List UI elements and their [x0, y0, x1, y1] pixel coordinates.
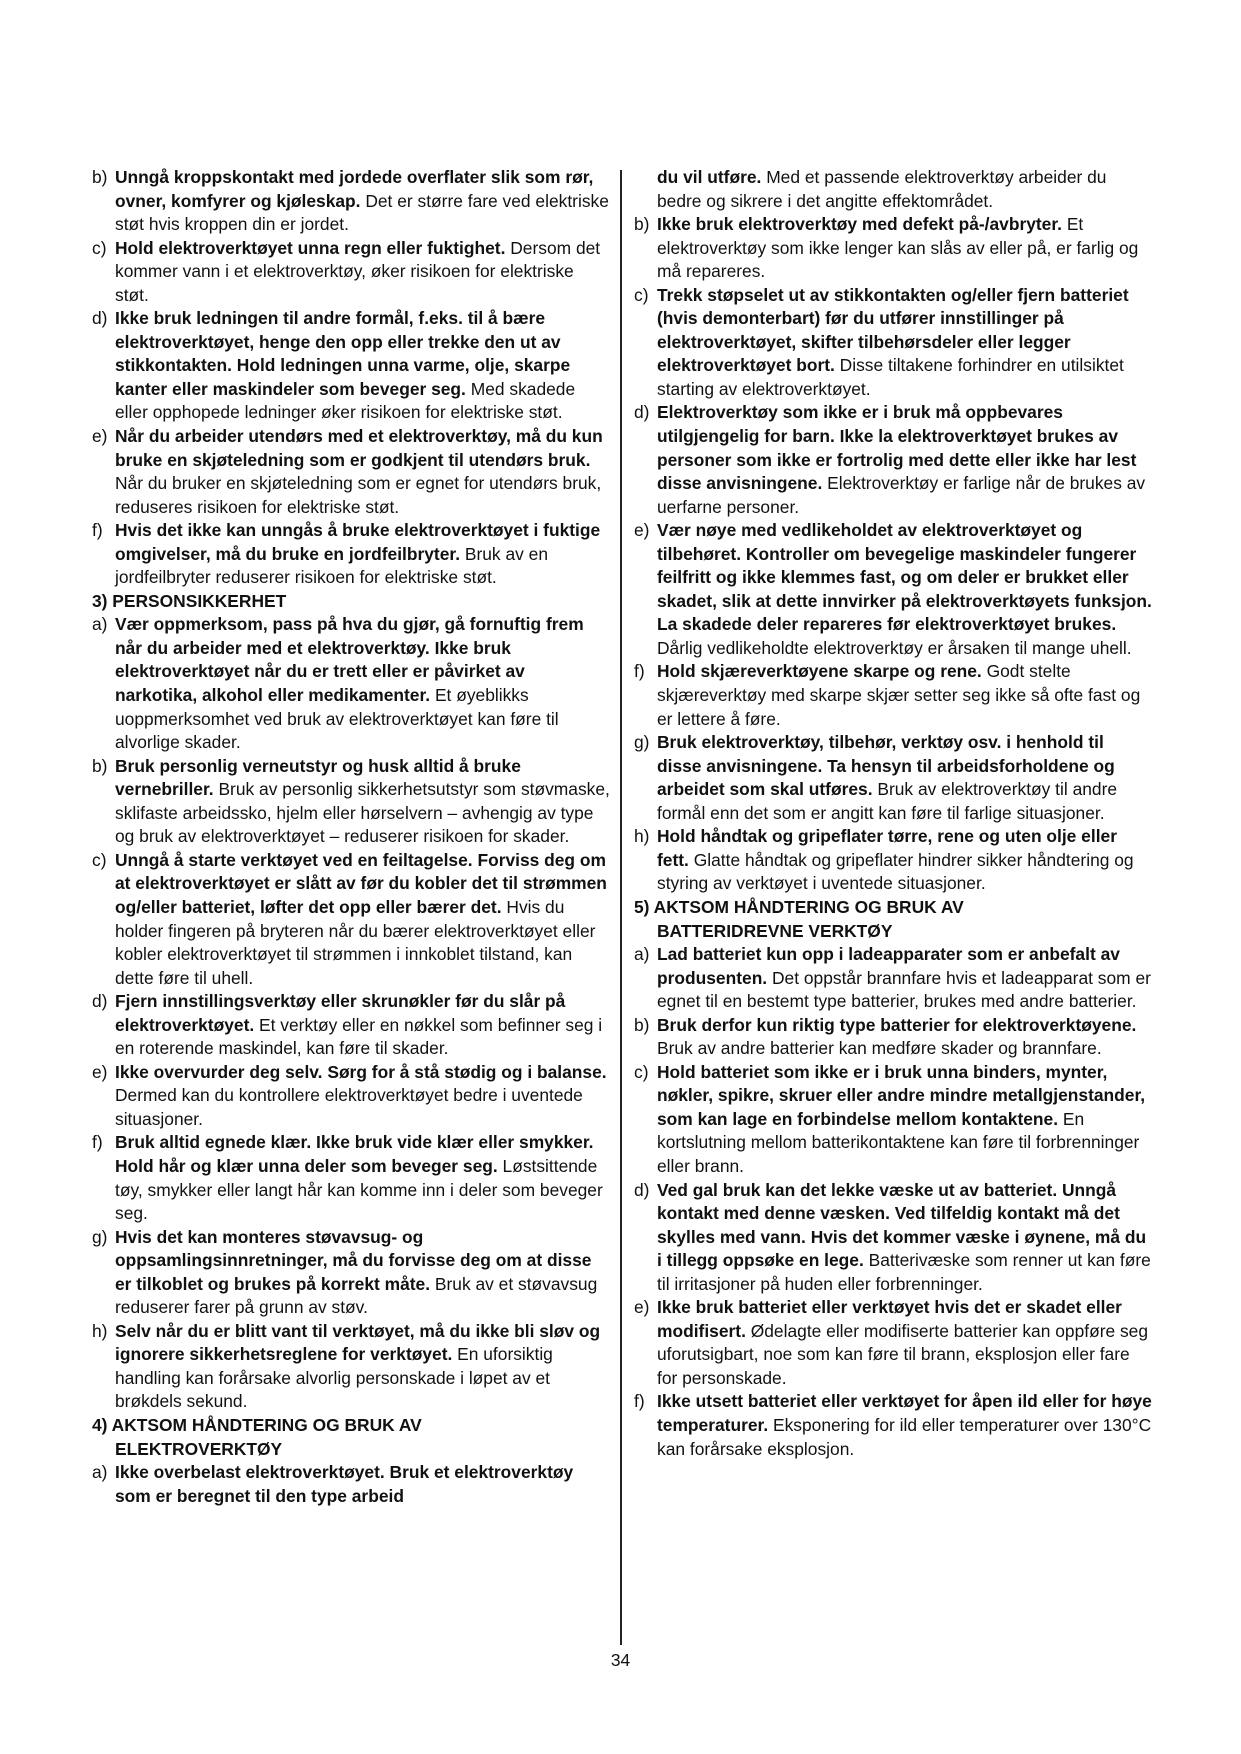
list-item: e) Ikke bruk batteriet eller verktøyet hvis det er skadet eller modifisert. Ødelagte eller modifiserte batterier kan oppføre seg uforutsigbart, noe som kan føre til brann, eksplosjon eller fare for personskade.: [634, 1297, 1149, 1388]
page-number: 34: [610, 1650, 631, 1670]
list-item: e) Når du arbeider utendørs med et elektroverktøy, må du kun bruke en skjøteledning som er godkjent til utendørs bruk. Når du bruker en skjøteledning som er egnet for utendørs bruk, reduseres risikoen for elektriske støt.: [92, 426, 603, 517]
list-item: g) Bruk elektroverktøy, tilbehør, verktøy osv. i henhold til disse anvisningene. Ta hensyn til arbeidsforholdene og arbeidet som skal utføres. Bruk av elektroverktøy til andre formål enn det som er angitt kan føre til farlige situasjoner.: [634, 732, 1118, 823]
section-heading: 5) AKTSOM HÅNDTERING OG BRUK AV BATTERIDREVNE VERKTØY: [634, 896, 964, 941]
list-item-continued: du vil utføre. Med et passende elektroverktøy arbeider du bedre og sikrere i det angitte effektområdet.: [657, 167, 1107, 211]
list-item: c) Unngå å starte verktøyet ved en feiltagelse. Forviss deg om at elektroverktøyet er slått av før du kobler det til strømmen og/eller batteriet, løfter det opp eller bærer det. Hvis du holder fingeren på bryteren når du bærer elektroverktøyet eller kobler elektroverktøyet til strømmen i innkoblet tilstand, kan dette føre til uhell.: [92, 849, 607, 988]
list-item: c) Trekk støpselet ut av stikkontakten og/eller fjern batteriet (hvis demonterbart) før du utfører innstillinger på elektroverktøyet, skifter tilbehørsdeler eller legger elektroverktøyet bort. Disse tiltakene forhindrer en utilsiktet starting av elektroverktøyet.: [634, 284, 1129, 399]
list-item: b) Bruk derfor kun riktig type batterier for elektroverktøyene. Bruk av andre batterier kan medføre skader og brannfare.: [634, 1014, 1137, 1059]
list-item: b) Bruk personlig verneutstyr og husk alltid å bruke vernebriller. Bruk av personlig sikkerhetsutstyr som støvmaske, sklifaste arbeidssko, hjelm eller hørselvern – avhengig av type og bruk av elektroverktøyet – reduserer risikoen for skader.: [92, 755, 610, 847]
list-item: b) Unngå kroppskontakt med jordede overflater slik som rør, ovner, komfyrer og kjøleskap. Det er større fare ved elektriske støt hvis kroppen din er jordet.: [92, 167, 609, 235]
list-item: d) Ved gal bruk kan det lekke væske ut av batteriet. Unngå kontakt med denne væsken. Ved tilfeldig kontakt må det skylles med vann. Hvis det kommer væske i øynene, må du i tillegg oppsøke en lege. Batterivæske som renner ut kan føre til irritasjoner på huden eller forbrenninger.: [634, 1179, 1151, 1294]
list-item: d) Fjern innstillingsverktøy eller skrunøkler før du slår på elektroverktøyet. Et verktøy eller en nøkkel som befinner seg i en roterende maskindel, kan føre til skader.: [92, 991, 603, 1059]
list-item: f) Hold skjæreverktøyene skarpe og rene. Godt stelte skjæreverktøy med skarpe skjær setter seg ikke så ofte fast og er lettere å føre.: [634, 661, 1141, 729]
left-column: [92, 166, 610, 1508]
list-item: a) Lad batteriet kun opp i ladeapparater som er anbefalt av produsenten. Det oppstår brannfare hvis et ladeapparat som er egnet til en bestemt type batterier, brukes med andre batterier.: [634, 944, 1151, 1012]
list-item: g) Hvis det kan monteres støvavsug- og oppsamlingsinnretninger, må du forvisse deg om at disse er tilkoblet og brukes på korrekt måte. Bruk av et støvavsug reduserer farer på grunn av støv.: [92, 1226, 598, 1318]
section-heading: 4) AKTSOM HÅNDTERING OG BRUK AV ELEKTROVERKTØY: [92, 1414, 422, 1459]
list-item: a) Vær oppmerksom, pass på hva du gjør, gå fornuftig frem når du arbeider med et elektroverktøy. Ikke bruk elektroverktøyet når du er trett eller er påvirket av narkotika, alkohol eller medikamenter. Et øyeblikks uoppmerksomhet ved bruk av elektroverktøyet kan føre til alvorlige skader.: [92, 614, 584, 753]
list-item: f) Bruk alltid egnede klær. Ikke bruk vide klær eller smykker. Hold hår og klær unna deler som beveger seg. Løstsittende tøy, smykker eller langt hår kan komme inn i deler som beveger seg.: [92, 1132, 603, 1224]
list-item: e) Vær nøye med vedlikeholdet av elektroverktøyet og tilbehøret. Kontroller om bevegelige maskindeler fungerer feilfritt og ikke klemmes fast, og om deler er brukket eller skadet, slik at dette innvirker på elektroverktøyets funksjon. La skadede deler repareres før elektroverktøyet brukes. Dårlig vedlikeholdte elektroverktøy er årsaken til mange uhell.: [634, 520, 1152, 658]
list-item: d) Ikke bruk ledningen til andre formål, f.eks. til å bære elektroverktøyet, henge den opp eller trekke den ut av stikkontakten. Hold ledningen unna varme, olje, skarpe kanter eller maskindeler som beveger seg. Med skadede eller opphopede ledninger øker risikoen for elektriske støt.: [92, 308, 576, 423]
list-item: h) Selv når du er blitt vant til verktøyet, må du ikke bli sløv og ignorere sikkerhetsreglene for verktøyet. En uforsiktig handling kan forårsake alvorlig personskade i løpet av et brøkdels sekund.: [92, 1320, 601, 1412]
list-item: f) Hvis det ikke kan unngås å bruke elektroverktøyet i fuktige omgivelser, må du bruke en jordfeilbryter. Bruk av en jordfeilbryter reduserer risikoen for elektriske støt.: [92, 520, 601, 588]
list-item: h) Hold håndtak og gripeflater tørre, rene og uten olje eller fett. Glatte håndtak og gripeflater hindrer sikker håndtering og styring av verktøyet i uventede situasjoner.: [634, 826, 1134, 894]
column-divider: [620, 170, 622, 1645]
right-column: [634, 166, 1152, 1461]
list-item: c) Hold batteriet som ikke er i bruk unna binders, mynter, nøkler, spikre, skruer eller andre mindre metallgjenstander, som kan lage en forbindelse mellom kontaktene. En kortslutning mellom batterikontaktene kan føre til forbrenninger eller brann.: [634, 1061, 1146, 1176]
list-item: b) Ikke bruk elektroverktøy med defekt på-/avbryter. Et elektroverktøy som ikke lenger kan slås av eller på, er farlig og må repareres.: [634, 214, 1139, 282]
list-item: a) Ikke overbelast elektroverktøyet. Bruk et elektroverktøy som er beregnet til den type arbeid: [92, 1462, 574, 1506]
list-item: d) Elektroverktøy som ikke er i bruk må oppbevares utilgjengelig for barn. Ikke la elektroverktøyet brukes av personer som ikke er fortrolig med dette eller ikke har lest disse anvisningene. Elektroverktøy er farlige når de brukes av uerfarne personer.: [634, 402, 1146, 517]
list-item: c) Hold elektroverktøyet unna regn eller fuktighet. Dersom det kommer vann i et elektroverktøy, øker risikoen for elektriske støt.: [92, 237, 601, 305]
list-item: e) Ikke overvurder deg selv. Sørg for å stå stødig og i balanse. Dermed kan du kontrollere elektroverktøyet bedre i uventede situasjoner.: [92, 1061, 607, 1129]
list-item: f) Ikke utsett batteriet eller verktøyet for åpen ild eller for høye temperaturer. Eksponering for ild eller temperaturer over 130°C kan forårsake eksplosjon.: [634, 1391, 1152, 1459]
section-heading: 3) PERSONSIKKERHET: [92, 590, 287, 611]
